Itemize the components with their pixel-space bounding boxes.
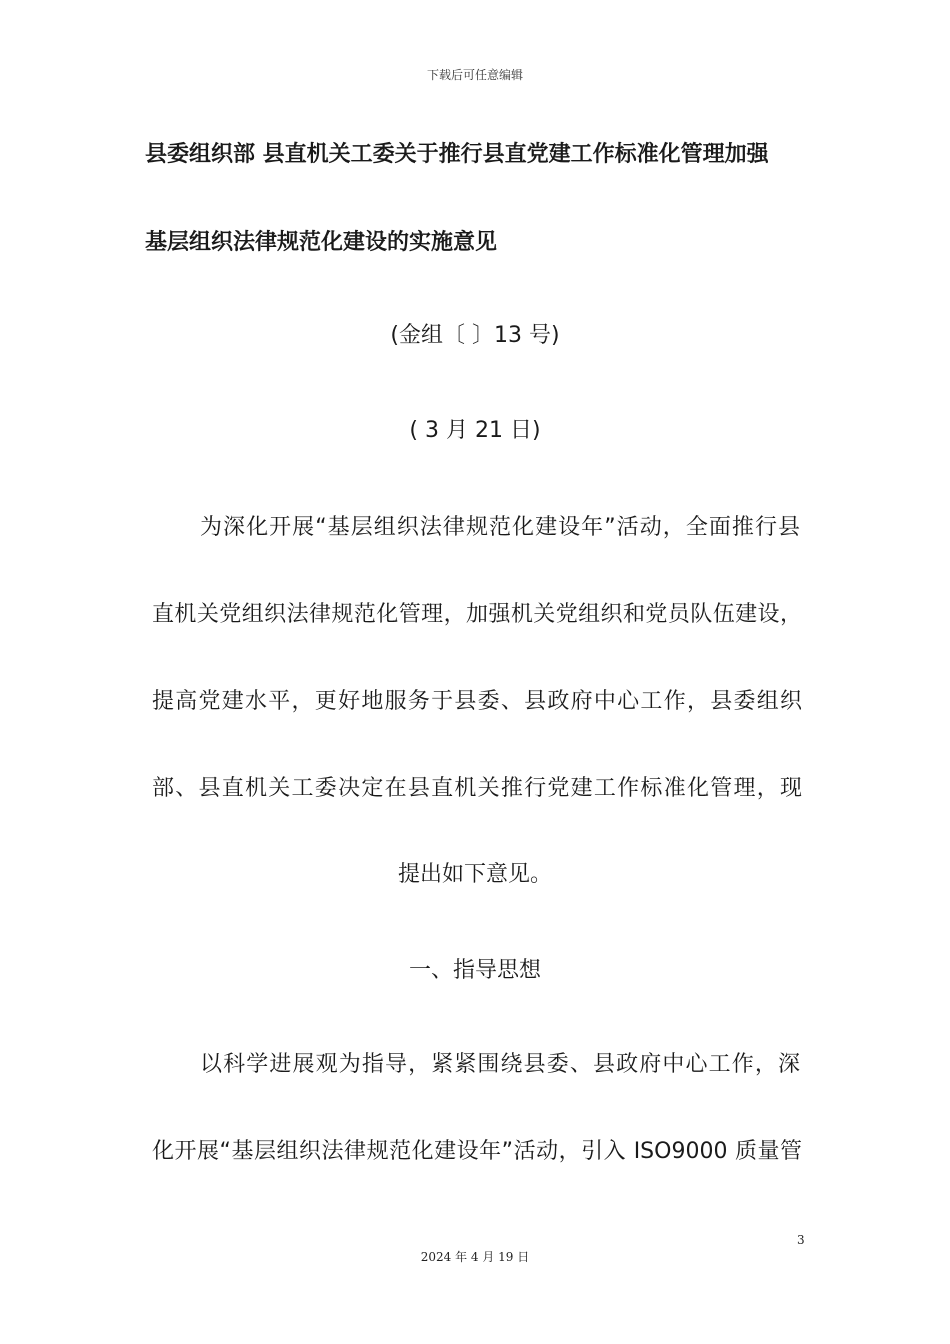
document-title-line-2: 基层组织法律规范化建设的实施意见 [145,230,498,255]
footer-date: 2024 年 4 月 19 日 [420,1250,530,1264]
document-date: ( 3 月 21 日) [409,418,541,443]
document-title-line-1: 县委组织部 县直机关工委关于推行县直党建工作标准化管理加强 [145,142,769,167]
paragraph-1-line: 提出如下意见。 [397,862,552,887]
document-number: (金组〔 〕13 号) [390,323,560,348]
paragraph-2-line: 化开展“基层组织法律规范化建设年”活动，引入 ISO9000 质量管 [152,1139,802,1164]
paragraph-1-line: 为深化开展“基层组织法律规范化建设年”活动，全面推行县 [200,515,800,540]
header-note: 下载后可任意编辑 [426,68,523,82]
paragraph-1-line: 部、县直机关工委决定在县直机关推行党建工作标准化管理，现 [152,776,802,801]
paragraph-2-line: 以科学进展观为指导，紧紧围绕县委、县政府中心工作，深 [200,1052,800,1077]
section-heading: 一、指导思想 [408,958,541,983]
page-number: 3 [797,1233,805,1247]
paragraph-1-line: 直机关党组织法律规范化管理，加强机关党组织和党员队伍建设， [152,602,802,627]
paragraph-1-line: 提高党建水平，更好地服务于县委、县政府中心工作，县委组织 [152,689,802,714]
